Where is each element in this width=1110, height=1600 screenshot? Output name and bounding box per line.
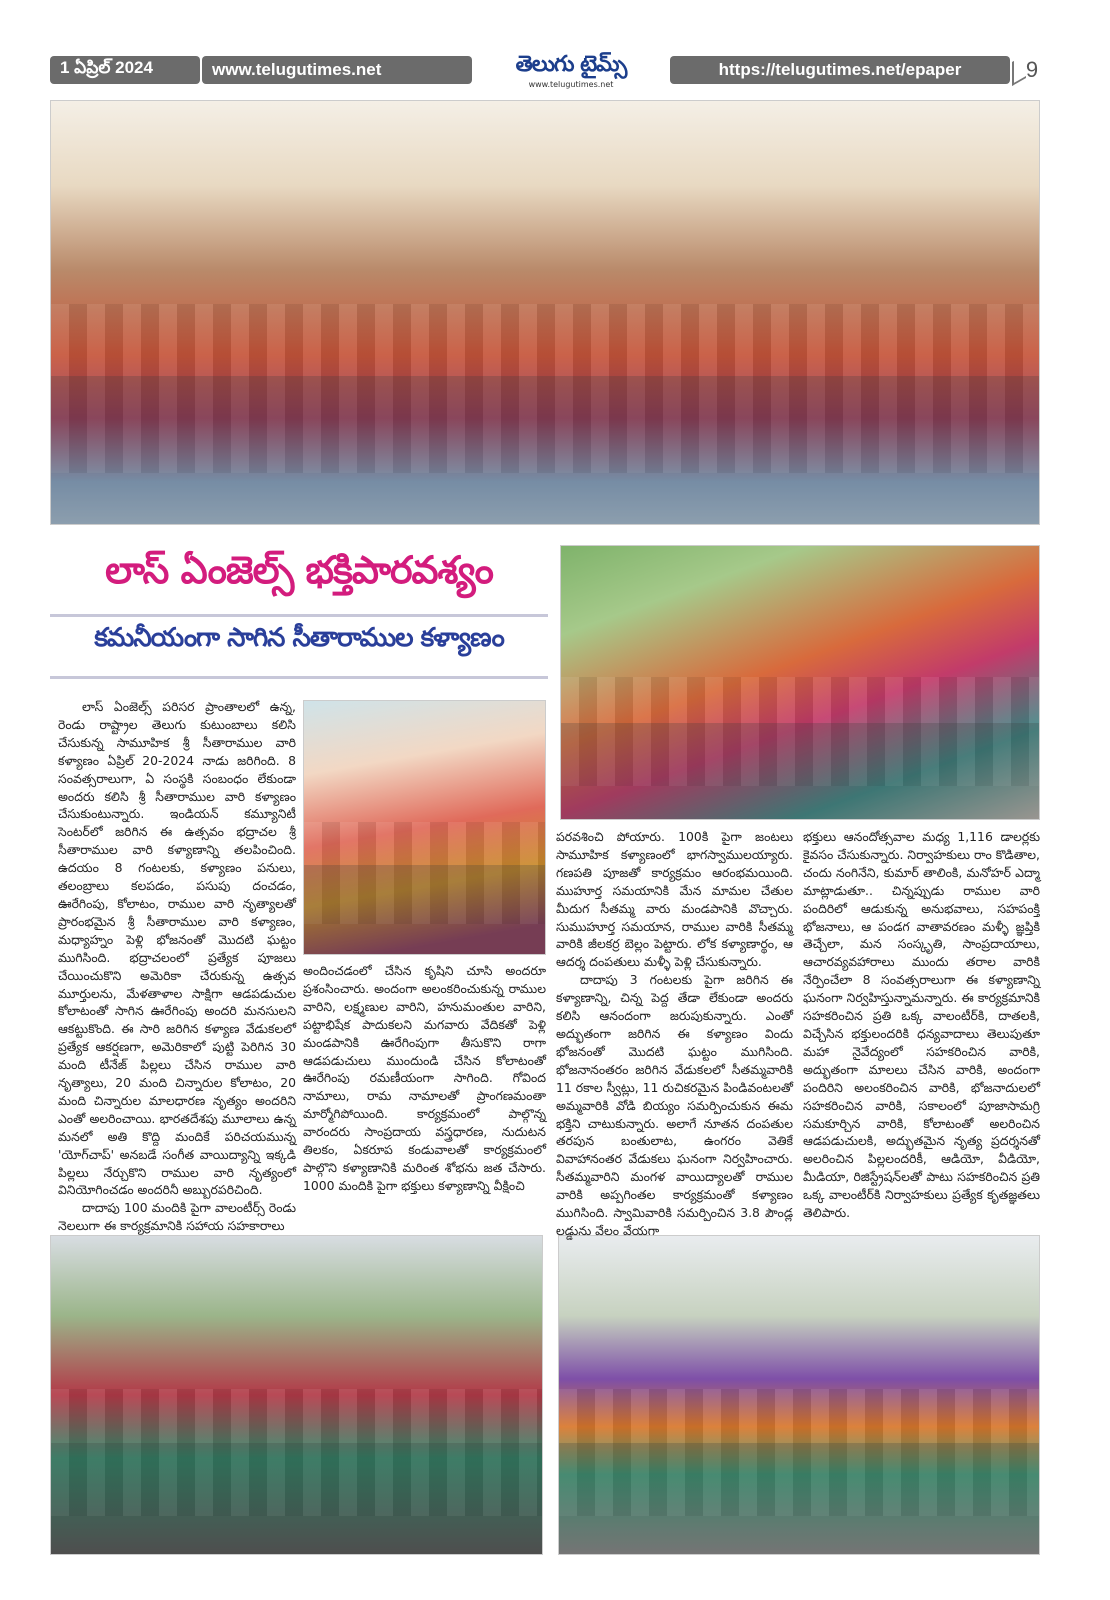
headline-divider [50, 614, 548, 617]
paragraph: అందించడంలో చేసిన కృషిని చూసి అందరూ ప్రశంసించారు. అందంగా అలంకరించుకున్న రాముల వారిని, లక్ష్మణుల వారిని, హనుమంతుల వారిని, పట్టాభిషేక పాదుకలని మగవారు వేదికతో పెళ్లి మండపానికి ఊరేగింపుగా తీసుకొని రాగా ఆడపడుచులు ముందుండి చేసిన కోలాటంతో ఊరేగింపు రమణీయంగా సాగింది. గోవింద నామాలు, రామ నామాలతో ప్రాంగణమంతా మార్మోగిపోయింది. కార్యక్రమంలో పాల్గొన్న వారందరు సాంప్రదాయ వస్త్రధారణ, నుదుటన తిలకం, ఏకరూప కండువాలతో కార్యక్రమంలో పాల్గొని కళ్యాణానికి మరింత శోభను జత చేసారు. 1000 మందికి పైగా భక్తులు కళ్యాణాన్ని వీక్షించి [303, 963, 546, 1193]
logo-wordmark: తెలుగు టైమ్స్ [515, 51, 627, 77]
epaper-link[interactable]: https://telugutimes.net/epaper [670, 56, 1010, 84]
photo-kolatam-dancers-street [50, 1235, 543, 1555]
photo-women-ritual [303, 700, 546, 955]
paragraph: దాదాపు 3 గంటలకు పైగా జరిగిన ఈ కళ్యాణాన్ని, చిన్న పెద్ద తేడా లేకుండా అందరు కలిసి ఆనందంగా జరుపుకున్నారు. ఎంతో అద్భుతంగా జరిగిన ఈ కళ్యాణం విందు భోజనంతో మొదటి ఘట్టం ముగిసింది. భోజనానంతరం జరిగిన వేడుకలలో సీతమ్మవారికి 11 రకాల స్వీట్లు, 11 రుచికరమైన పిండివంటలతో అమ్మవారికి వోడి బియ్యం సమర్పించుకున ఈమ భక్తిని చాటుకున్నారు. అలాగే నూతన దంపతుల తరపున బంతులాట, ఉంగరం వెతికే వివాహానంతర వేడుకలు ఘనంగా నిర్వహించారు. సీతమ్మవారిని మంగళ వాయిద్యాలతో రాముల వారికి అప్పగింతల కార్యక్రమంతో కళ్యాణం ముగిసింది. స్వామివారికి సమర్పించిన 3.8 పౌండ్ల లడ్డును వేలం వేయగా [556, 972, 793, 1238]
photo-children-group [558, 1235, 1040, 1555]
paragraph: భక్తులు ఆనందోత్సవాల మధ్య 1,116 డాలర్లకు కైవసం చేసుకున్నారు. నిర్వాహకులు రాం కొడితాల, చందు నంగినేని, కుమార్ తాలింకి, మనోహర్ ఎద్మా మాట్లాడుతూ.. చిన్నప్పుడు రాముల వారి పందిరిలో ఆడుకున్న అనుభవాలు, సహపంక్తి భోజనాలు, ఆ పండగ వాతావరణం మళ్ళీ జ్ఞప్తికి తెచ్చేలా, మన సంస్కృతి, సాంప్రదాయాలు, ఆచారవ్యవహారాలు ముందు తరాల వారికి నేర్పించేలా 8 సంవత్సరాలుగా ఈ కళ్యాణాన్ని ఘనంగా నిర్వహిస్తున్నామన్నారు. ఈ కార్యక్రమానికి సహకరించిన ప్రతి ఒక్క వాలంటీర్‌కి, దాతలకి, విచ్చేసిన భక్తులందరికి ధన్యవాదాలు తెలుపుతూ మహా నైవేద్యంలో సహకరించిన వారికి, అద్భుతంగా మాలలు చేసిన వారికి, అందంగా పందిరిని అలంకరించిన వారికి, భోజనాదులలో సహకరించిన వారికి, సకాలంలో పూజాసామగ్రి సమకూర్చిన వారికి, కోలాటంతో అలరించిన ఆడపడుచులకి, అద్భుతమైన నృత్య ప్రదర్శనతో అలరించిన పిల్లలందరికీ, ఆడియో, వీడియో, మీడియా, రిజిస్ట్రేషన్‌లతో పాటు సహకరించిన ప్రతి ఒక్క వాలంటీర్‌కి నిర్వాహకులు ప్రత్యేక కృతజ్ఞతలు తెలిపారు. [803, 829, 1040, 1221]
telugu-times-logo[interactable] [474, 50, 668, 90]
website-link[interactable]: www.telugutimes.net [202, 56, 472, 84]
paragraph: దాదాపు 100 మందికి పైగా వాలంటీర్స్ రెండు నెలలుగా ఈ కార్యక్రమానికి సహాయ సహకారాలు [58, 1200, 296, 1234]
page-number-box [1012, 54, 1052, 86]
paragraph: లాస్ ఏంజెల్స్ పరిసర ప్రాంతాలలో ఉన్న, రెండు రాష్ట్రాల తెలుగు కుటుంబాలు కలిసి చేసుకున్న సామూహిక శ్రీ సీతారాముల వారి కళ్యాణం ఏప్రిల్ 20-2024 నాడు జరిగింది. 8 సంవత్సరాలుగా, ఏ సంస్థకి సంబంధం లేకుండా అందరు కలిసి శ్రీ సీతారాముల వారి కళ్యాణం చేసుకుంటున్నారు. ఇండియన్ కమ్యూనిటీ సెంటర్‌లో జరిగిన ఈ ఉత్సవం భద్రాచల శ్రీ సీతారాముల వారి కళ్యాణాన్ని తలపించింది. ఉదయం 8 గంటలకు, కళ్యాణం పనులు, తలంబ్రాలు కలపడం, పసుపు దంచడం, ఊరేగింపు, కోలాటం, రాముల వారి నృత్యాలతో ప్రారంభమైన శ్రీ సీతారాముల వారి కళ్యాణం, మధ్యాహ్నం పెళ్లి భోజనంతో మొదటి ఘట్టం ముగిసింది. భద్రాచలంలో ప్రత్యేక పూజలు చేయించుకొని అమెరికా చేరుకున్న ఉత్సవ మూర్తులను, మేళతాళాల సాక్షిగా ఆడపడుచుల కోలాటంతో సాగిన ఊరేగింపు అందరి మనసులని ఆకట్టుకొంది. ఈ సారి జరిగిన కళ్యాణ వేడుకలలో ప్రత్యేక ఆకర్షణగా, అమెరికాలో పుట్టి పెరిగిన 30 మంది టీనేజ్ పిల్లలు చేసిన రాముల వారి నృత్యాలు, 20 మంది చిన్నారుల కోలాటం, 20 మంది చిన్నారుల మాలధారణ నృత్యం అందరిని ఎంతో అలరించాయి. భారతదేశపు మూలాలు ఉన్న మనలో అతి కొద్ది మందికే పరిచయమున్న 'యోగ్‌చాప్' అనబడే సంగీత వాయిద్యాన్ని ఇక్కడి పిల్లలు నేర్చుకొని రాముల వారి నృత్యంలో వినియోగించడం అందరినీ అబ్బురపరిచింది. [58, 699, 296, 1198]
article-column-3 [556, 828, 793, 1238]
logo-url: www.telugutimes.net [528, 79, 614, 89]
page-number: 9 [1025, 57, 1039, 82]
issue-date: 1 ఏప్రిల్ 2024 [50, 56, 200, 84]
article-column-2 [303, 962, 546, 1220]
article-subheadline: కమనీయంగా సాగిన సీతారాముల కళ్యాణం [94, 623, 504, 653]
paragraph: పరవశించి పోయారు. 100కి పైగా జంటలు సామూహిక కళ్యాణంలో భాగస్వాములయ్యారు. గణపతి పూజతో కార్యక్రమం ఆరంభమయింది. ముహూర్త సమయానికి మేన మామల చేతుల మీదుగ సీతమ్మ వారు మండపానికి వొచ్చారు. సుముహూర్త సమయాన, రాముల వారికి సీతమ్మ వారికి జీలకర్ర బెల్లం పెట్టారు. లోక కళ్యాణార్థం, ఆ ఆదర్శ దంపతులు మళ్ళీ పెళ్లి చేసుకున్నారు. [556, 829, 793, 970]
photo-audience-kalyanam [50, 100, 1040, 525]
subheadline-divider [50, 676, 548, 679]
article-headline: లాస్ ఏంజెల్స్ భక్తిపారవశ్యం [105, 548, 493, 592]
photo-kolatam-procession [560, 545, 1040, 820]
chevron-left-icon [1012, 54, 1026, 86]
article-column-1 [58, 698, 296, 1234]
masthead-bar [50, 50, 1040, 90]
article-column-4 [803, 828, 1040, 1220]
